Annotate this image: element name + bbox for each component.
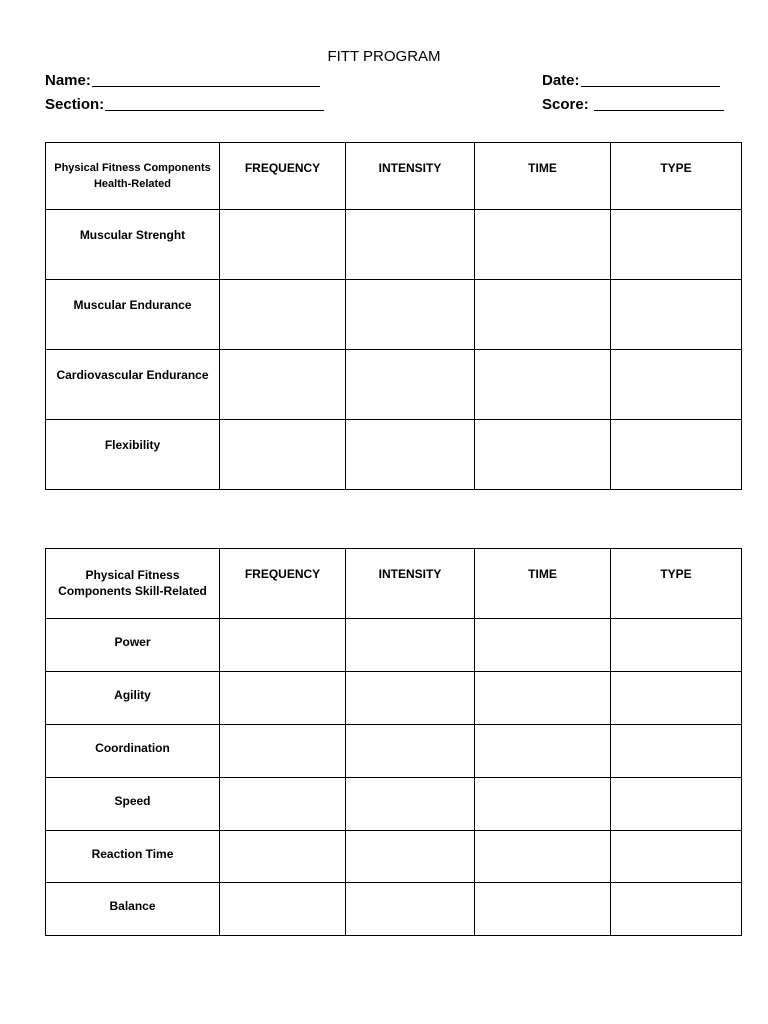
row-label: Balance (46, 883, 220, 936)
row-label: Cardiovascular Endurance (46, 350, 220, 420)
input-cell[interactable] (220, 672, 346, 725)
component-header-line-2: Components Skill-Related (58, 584, 207, 598)
input-cell[interactable] (611, 672, 742, 725)
input-cell[interactable] (220, 350, 346, 420)
input-cell[interactable] (611, 420, 742, 490)
table-row (46, 350, 742, 420)
input-cell[interactable] (475, 350, 611, 420)
score-label: Score: (542, 96, 589, 113)
component-header (46, 549, 220, 619)
input-cell[interactable] (611, 210, 742, 280)
table-header-row (46, 143, 742, 210)
score-blank-line[interactable] (594, 109, 724, 111)
component-header-line-1: Physical Fitness (85, 568, 180, 582)
input-cell[interactable] (220, 619, 346, 672)
component-header-line-2: Health-Related (93, 178, 172, 190)
score-field (542, 96, 724, 113)
date-label: Date: (542, 72, 580, 89)
row-label: Agility (46, 672, 220, 725)
input-cell[interactable] (475, 831, 611, 883)
row-label: Reaction Time (46, 831, 220, 883)
input-cell[interactable] (611, 725, 742, 778)
input-cell[interactable] (346, 831, 475, 883)
column-header-time: TIME (475, 143, 611, 210)
column-header-time: TIME (475, 549, 611, 619)
column-header-intensity: INTENSITY (346, 549, 475, 619)
table-header-row (46, 549, 742, 619)
row-label: Muscular Endurance (46, 280, 220, 350)
input-cell[interactable] (475, 420, 611, 490)
table-row (46, 672, 742, 725)
section-label: Section: (45, 96, 105, 113)
date-field (542, 72, 720, 89)
table-row (46, 778, 742, 831)
input-cell[interactable] (220, 831, 346, 883)
skill-related-table (45, 548, 742, 936)
input-cell[interactable] (346, 725, 475, 778)
column-header-type: TYPE (611, 549, 742, 619)
input-cell[interactable] (346, 420, 475, 490)
row-label: Speed (46, 778, 220, 831)
input-cell[interactable] (220, 210, 346, 280)
table-row (46, 619, 742, 672)
input-cell[interactable] (346, 883, 475, 936)
input-cell[interactable] (475, 883, 611, 936)
input-cell[interactable] (475, 725, 611, 778)
section-field (45, 96, 324, 113)
input-cell[interactable] (346, 778, 475, 831)
input-cell[interactable] (611, 778, 742, 831)
row-label: Coordination (46, 725, 220, 778)
name-field (45, 72, 320, 89)
section-blank-line[interactable] (105, 109, 324, 111)
input-cell[interactable] (346, 210, 475, 280)
column-header-type: TYPE (611, 143, 742, 210)
input-cell[interactable] (475, 210, 611, 280)
input-cell[interactable] (220, 778, 346, 831)
row-label: Muscular Strenght (46, 210, 220, 280)
input-cell[interactable] (220, 883, 346, 936)
row-label: Flexibility (46, 420, 220, 490)
table-row (46, 883, 742, 936)
input-cell[interactable] (220, 420, 346, 490)
input-cell[interactable] (346, 672, 475, 725)
input-cell[interactable] (611, 619, 742, 672)
table-row (46, 725, 742, 778)
input-cell[interactable] (611, 883, 742, 936)
table-row (46, 831, 742, 883)
input-cell[interactable] (346, 280, 475, 350)
input-cell[interactable] (346, 619, 475, 672)
column-header-frequency: FREQUENCY (220, 143, 346, 210)
name-label: Name: (45, 72, 91, 89)
input-cell[interactable] (220, 725, 346, 778)
health-related-table (45, 142, 742, 490)
table-row (46, 280, 742, 350)
column-header-frequency: FREQUENCY (220, 549, 346, 619)
input-cell[interactable] (475, 778, 611, 831)
input-cell[interactable] (475, 619, 611, 672)
input-cell[interactable] (611, 831, 742, 883)
input-cell[interactable] (475, 672, 611, 725)
date-blank-line[interactable] (581, 85, 720, 87)
table-row (46, 420, 742, 490)
page-title: FITT PROGRAM (327, 48, 441, 65)
component-header (46, 143, 220, 210)
input-cell[interactable] (220, 280, 346, 350)
table-row (46, 210, 742, 280)
row-label: Power (46, 619, 220, 672)
input-cell[interactable] (611, 350, 742, 420)
input-cell[interactable] (346, 350, 475, 420)
column-header-intensity: INTENSITY (346, 143, 475, 210)
input-cell[interactable] (611, 280, 742, 350)
name-blank-line[interactable] (92, 85, 320, 87)
input-cell[interactable] (475, 280, 611, 350)
component-header-line-1: Physical Fitness Components (54, 162, 211, 174)
